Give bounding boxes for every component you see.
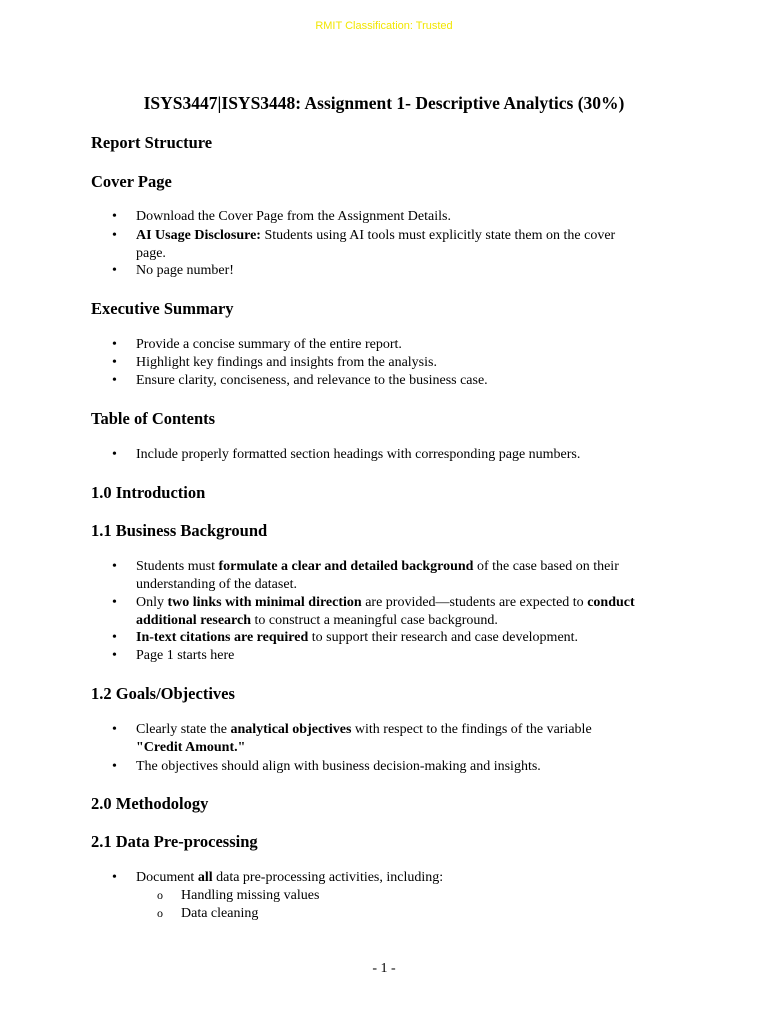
heading-executive-summary: Executive Summary: [91, 299, 234, 318]
page-number: - 1 -: [372, 961, 396, 976]
sub-bullet-icon: o: [157, 906, 163, 920]
bullet-icon: •: [112, 337, 117, 352]
sub-bullet-icon: o: [157, 888, 163, 902]
bullet-icon: •: [112, 355, 117, 370]
bullet-icon: •: [112, 630, 117, 645]
bold-text: AI Usage Disclosure:: [136, 228, 261, 243]
list-item: Highlight key findings and insights from the analysis.: [136, 355, 437, 370]
text-span: to construct a meaningful case background.: [251, 612, 498, 628]
bold-text: analytical objectives: [230, 722, 352, 737]
bold-text: formulate a clear and detailed background: [218, 559, 474, 574]
text-span: Only: [136, 595, 168, 610]
bold-text: additional research: [136, 612, 251, 628]
heading-methodology: 2.0 Methodology: [91, 794, 209, 813]
text-span: Clearly state the: [136, 722, 231, 737]
bullet-icon: •: [112, 759, 117, 774]
bullet-icon: •: [112, 373, 117, 388]
list-item: Download the Cover Page from the Assignment Details.: [136, 209, 451, 224]
heading-introduction: 1.0 Introduction: [91, 483, 206, 502]
list-item: The objectives should align with business decision-making and insights.: [136, 759, 541, 774]
bold-text: In-text citations are required: [136, 630, 309, 645]
text-span: to support their research and case development.: [308, 630, 579, 645]
sub-list-item: Data cleaning: [181, 906, 259, 921]
heading-table-of-contents: Table of Contents: [91, 409, 216, 428]
text-span: are provided—students are expected to: [361, 595, 588, 610]
bullet-icon: •: [112, 870, 117, 885]
sub-list-item: Handling missing values: [181, 888, 320, 903]
text-span: understanding of the dataset.: [136, 576, 297, 592]
document-title: ISYS3447|ISYS3448: Assignment 1- Descriptive Analytics (30%): [143, 93, 625, 113]
bullet-icon: •: [112, 228, 117, 243]
list-item: Provide a concise summary of the entire report.: [136, 337, 402, 352]
heading-business-background: 1.1 Business Background: [91, 521, 268, 540]
list-item: [136, 869, 696, 887]
bold-text: "Credit Amount.": [136, 739, 246, 755]
heading-data-preprocessing: 2.1 Data Pre-processing: [91, 832, 258, 851]
heading-goals-objectives: 1.2 Goals/Objectives: [91, 684, 235, 703]
text-span: Students using AI tools must explicitly state them on the cover: [260, 228, 616, 243]
heading-report-structure: Report Structure: [91, 133, 213, 152]
list-item: [136, 721, 696, 756]
text-span: with respect to the findings of the variable: [351, 722, 592, 737]
list-item: [136, 594, 716, 629]
text-span: of the case based on their: [473, 559, 619, 574]
bullet-icon: •: [112, 559, 117, 574]
bullet-icon: •: [112, 595, 117, 610]
list-item: [136, 629, 696, 647]
list-item: [136, 558, 696, 593]
text-span: data pre-processing activities, including:: [212, 870, 444, 885]
classification-label: RMIT Classification: Trusted: [315, 20, 453, 32]
text-span: Document: [136, 870, 198, 885]
bullet-icon: •: [112, 263, 117, 278]
bold-text: two links with minimal direction: [167, 595, 362, 610]
bullet-icon: •: [112, 648, 117, 663]
bold-text: all: [197, 870, 213, 885]
list-item: Ensure clarity, conciseness, and relevance to the business case.: [136, 373, 488, 388]
text-span: page.: [136, 245, 166, 261]
list-item: Page 1 starts here: [136, 648, 235, 663]
list-item: Include properly formatted section headings with corresponding page numbers.: [136, 447, 581, 462]
list-item: [136, 227, 696, 262]
text-span: Students must: [136, 559, 219, 574]
heading-cover-page: Cover Page: [91, 172, 172, 191]
list-item: No page number!: [136, 263, 234, 278]
bullet-icon: •: [112, 447, 117, 462]
bold-text: conduct: [587, 595, 635, 610]
bullet-icon: •: [112, 722, 117, 737]
bullet-icon: •: [112, 209, 117, 224]
